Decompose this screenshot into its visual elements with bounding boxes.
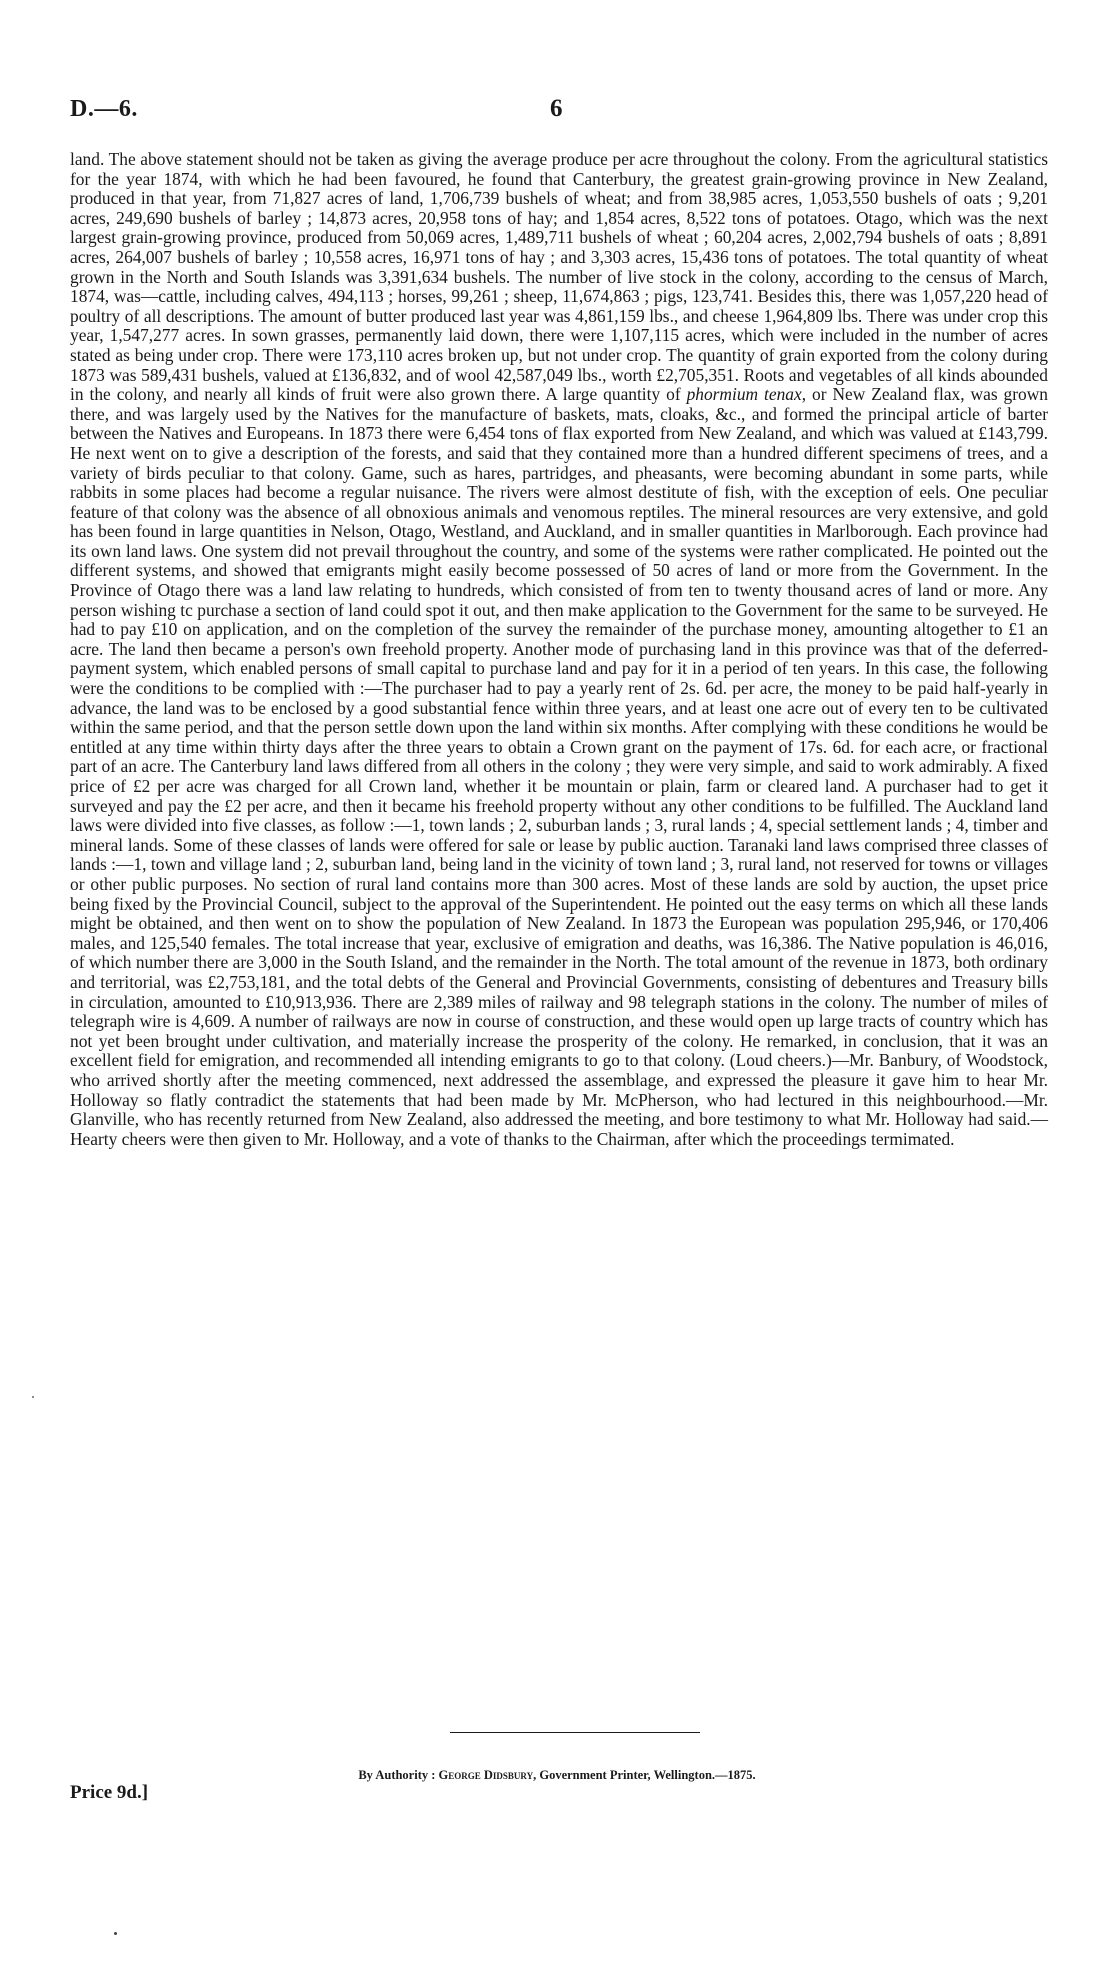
body-text-part-2: , or New Zealand flax, was grown there, and was largely used by the Natives for the manufacture of baskets, mats, cloaks, &c., and formed the principal article of barter between the Natives and Europeans. In 1873 there were 6,454 tons of flax exported from New Zealand, and which was valued at £143,799. He next went on to give a description of the forests, and said that they contained more than a hundred different specimens of trees, and a variety of birds peculiar to that colony. Game, such as hares, partridges, and pheasants, were becoming abundant in some parts, while rabbits in some places had become a regular nuisance. The rivers were almost destitute of fish, with the exception of eels. One peculiar feature of that colony was the absence of all obnoxious animals and venomous reptiles. The mineral resources are very extensive, and gold has been found in large quantities in Nelson, Otago, Westland, and Auckland, and in smaller quantities in Marlborough. Each province had its own land laws. One system did not prevail throughout the country, and some of the systems were rather complicated. He pointed out the different systems, and showed that emigrants might easily become possessed of 50 acres of land or more from the Government. In the Province of Otago there was a land law relating to hundreds, which consisted of from ten to twenty thousand acres of land or more. Any person wishing tc purchase a section of land could spot it out, and then make application to the Government for the same to be surveyed. He had to pay £10 on application, and on the completion of the survey the remainder of the purchase money, amounting altogether to £1 an acre. The land then became a person's own freehold property. Another mode of purchasing land in this province was that of the deferred-payment system, which enabled persons of small capital to purchase land and pay for it in a period of ten years. In this case, the following were the conditions to be complied with :—The purchaser had to pay a yearly rent of 2s. 6d. per acre, the money to be paid half-yearly in advance, the land was to be enclosed by a good substantial fence within three years, and at least one acre out of every ten to be cultivated within the same period, and that the person settle down upon the land within six months. After complying with these conditions he would be entitled at any time within thirty days after the three years to obtain a Crown grant on the payment of 17s. 6d. for each acre, or fractional part of an acre. The Canterbury land laws differed from all others in the colony ; they were very simple, and said to work admirably. A fixed price of £2 per acre was charged for all Crown land, whether it be mountain or plain, farm or cleared land. A purchaser had to get it surveyed and pay the £2 per acre, and then it became his freehold property without any other conditions to be fulfilled. The Auckland land laws were divided into five classes, as follow :—1, town lands ; 2, suburban lands ; 3, rural lands ; 4, special settlement lands ; 4, timber and mineral lands. Some of these classes of lands were offered for sale or lease by public auction. Taranaki land laws comprised three classes of lands :—1, town and village land ; 2, suburban land, being land in the vicinity of town land ; 3, rural land, not reserved for towns or villages or other public purposes. No section of rural land contains more than 300 acres. Most of these lands are sold by auction, the upset price being fixed by the Provincial Council, subject to the approval of the Superintendent. He pointed out the easy terms on which all these lands might be obtained, and then went on to show the population of New Zealand. In 1873 the European was population 295,946, or 170,406 males, and 125,540 females. The total increase that year, exclusive of emigration and deaths, was 16,386. The Native population is 46,016, of which number there are 3,000 in the South Island, and the remainder in the North. The total amount of the revenue in 1873, both ordinary and territorial, was £2,753,181, and the total debts of the General and Provincial Governments, consisting of debentures and Treasury bills in circulation, amounted to £10,913,936. There are 2,389 miles of railway and 98 telegraph stations in the colony. The number of miles of telegraph wire is 4,609. A number of railways are now in course of construction, and these would open up large tracts of country which has not yet been brought under cultivation, and materially increase the prosperity of the colony. He remarked, in conclusion, that it was an excellent field for emigration, and recommended all intending emigrants to go to that colony. (Loud cheers.)—Mr. Banbury, of Woodstock, who arrived shortly after the meeting commenced, next addressed the assemblage, and expressed the pleasure it gave him to hear Mr. Holloway so flatly contradict the statements that had been made by Mr. McPherson, who had lectured in this neighbourhood.—Mr. Glanville, who has recently returned from New Zealand, also addressed the meeting, and bore testimony to what Mr. Holloway had said.—Hearty cheers were then given to Mr. Holloway, and a vote of thanks to the Chairman, after which the proceedings termimated.	[70, 384, 1048, 1149]
main-text-block	[70, 150, 1048, 1149]
imprint-suffix: , Government Printer, Wellington.—1875.	[533, 1768, 756, 1782]
body-text-part-1: land. The above statement should not be taken as giving the average produce per acre throughout the colony. From the agricultural statistics for the year 1874, with which he had been favoured, he found that Canterbury, the greatest grain-growing province in New Zealand, produced in that year, from 71,827 acres of land, 1,706,739 bushels of wheat; and from 38,985 acres, 1,053,550 bushels of oats ; 9,201 acres, 249,690 bushels of barley ; 14,873 acres, 20,958 tons of hay; and 1,854 acres, 8,522 tons of potatoes. Otago, which was the next largest grain-growing province, produced from 50,069 acres, 1,489,711 bushels of wheat ; 60,204 acres, 2,002,794 bushels of oats ; 8,891 acres, 264,007 bushels of barley ; 10,558 acres, 16,971 tons of hay ; and 3,303 acres, 15,436 tons of potatoes. The total quantity of wheat grown in the North and South Islands was 3,391,634 bushels. The number of live stock in the colony, according to the census of March, 1874, was—cattle, including calves, 494,113 ; horses, 99,261 ; sheep, 11,674,863 ; pigs, 123,741. Besides this, there was 1,057,220 head of poultry of all descriptions. The amount of butter produced last year was 4,861,159 lbs., and cheese 1,964,809 lbs. There was under crop this year, 1,547,277 acres. In sown grasses, permanently laid down, there were 1,107,115 acres, which were included in the number of acres stated as being under crop. There were 173,110 acres broken up, but not under crop. The quantity of grain exported from the colony during 1873 was 589,431 bushels, valued at £136,832, and of wool 42,587,049 lbs., worth £2,705,351. Roots and vegetables of all kinds abounded in the colony, and nearly all kinds of fruit were also grown there. A large quantity of	[70, 149, 1048, 405]
page-number: 6	[550, 95, 563, 122]
price-label: Price 9d.]	[70, 1782, 149, 1803]
imprint-prefix: By Authority :	[358, 1768, 439, 1782]
imprint-printer-name: George Didsbury	[438, 1768, 534, 1782]
ink-speck	[32, 1396, 34, 1398]
flax-latin-name: phormium tenax	[686, 384, 802, 405]
printer-imprint	[0, 1768, 1114, 1783]
page-reference: D.—6.	[70, 96, 138, 122]
footer-rule	[450, 1732, 700, 1733]
ink-speck	[114, 1932, 117, 1935]
body-paragraph	[70, 150, 1048, 1149]
